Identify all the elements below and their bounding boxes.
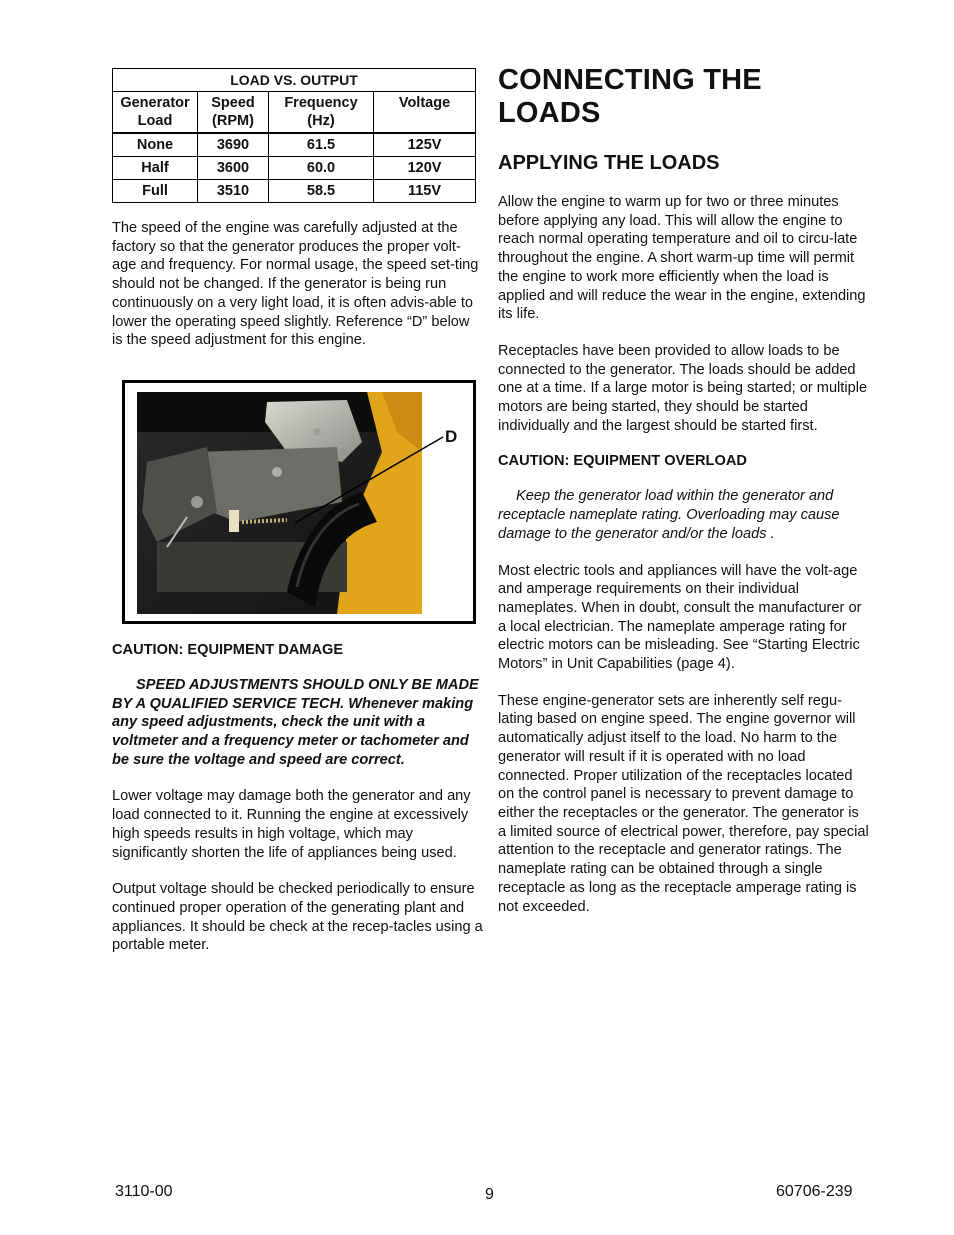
footer-part-number: 60706-239 bbox=[776, 1183, 853, 1200]
table-row bbox=[113, 157, 476, 180]
table-header-row bbox=[113, 92, 476, 134]
table-cell: 115V bbox=[374, 180, 476, 203]
table-cell: 3600 bbox=[198, 157, 269, 180]
page-title: CONNECTING THE LOADS bbox=[498, 64, 762, 129]
engine-photo-frame bbox=[122, 380, 476, 624]
speed-adjust-paragraph: The speed of the engine was carefully adjusted at the factory so that the generator produces the proper volt-age and frequency. For normal usage, the speed set-ting should not be changed. If the generator is being run continuously on a very light load, it is often advis-able to lower the operating speed slightly. Reference “D” below is the speed adjustment for this engine. bbox=[112, 220, 479, 349]
warm-up-paragraph: Allow the engine to warm up for two or three minutes before applying any load. This will allow the engine to reach normal operating temperature and oil to circu-late throughout the engine. A short warm-up time will permit the engine to work more efficiently when the load is applied and will reduce the wear in the engine, extending its life. bbox=[498, 194, 866, 323]
table-cell: 3690 bbox=[198, 133, 269, 157]
header-frequency: Frequency (Hz) bbox=[269, 92, 374, 134]
table-cell: 3510 bbox=[198, 180, 269, 203]
output-voltage-paragraph: Output voltage should be checked periodically to ensure continued proper operation of the generating plant and appliances. It should be check at the recep-tacles using a portable meter. bbox=[112, 881, 483, 954]
table-cell: 120V bbox=[374, 157, 476, 180]
low-voltage-paragraph: Lower voltage may damage both the generator and any load connected to it. Running the engine at excessively high speeds results in high voltage, which may significantly shorten the life of appliances being used. bbox=[112, 788, 471, 861]
nameplate-paragraph: Most electric tools and appliances will have the volt-age and amperage requirements on their individual nameplates. When in doubt, consult the manufacturer or a local electrician. The nameplate amperage rating for electric motors can be misleading. See “Starting Electric Motors” in Unit Capabilities (page 4). bbox=[498, 562, 862, 673]
table-cell: 58.5 bbox=[269, 180, 374, 203]
footer-page-number: 9 bbox=[485, 1186, 494, 1203]
table-title: LOAD VS. OUTPUT bbox=[113, 69, 476, 92]
receptacles-paragraph: Receptacles have been provided to allow loads to be connected to the generator. The loads should be added one at a time. If a large motor is being started; or multiple motors are being started, they should be started individually and the largest should be started first. bbox=[498, 342, 868, 434]
callout-leader-line bbox=[125, 383, 473, 621]
caution-equipment-damage-text: SPEED ADJUSTMENTS SHOULD ONLY BE MADE BY A QUALIFIED SERVICE TECH. Whenever making any speed adjustments, check the unit with a voltmeter and a frequency meter or tachometer and be sure the voltage and speed are correct. bbox=[112, 676, 479, 768]
table-cell: Full bbox=[113, 180, 198, 203]
table-cell: 60.0 bbox=[269, 157, 374, 180]
callout-label-d: D bbox=[445, 426, 458, 446]
table-row bbox=[113, 180, 476, 203]
table-cell: Half bbox=[113, 157, 198, 180]
caution-equipment-overload-text: Keep the generator load within the generator and receptacle nameplate rating. Overloading may cause damage to the generator and/or the loads . bbox=[498, 488, 840, 542]
right-column bbox=[498, 64, 870, 916]
header-voltage: Voltage bbox=[374, 92, 476, 134]
table-cell: None bbox=[113, 133, 198, 157]
header-generator-load: Generator Load bbox=[113, 92, 198, 134]
self-regulating-paragraph: These engine-generator sets are inherently self regu-lating based on engine speed. The engine governor will automatically adjust itself to the load. No harm to the generator will result if it is operated with no load connected. Proper utilization of the receptacles located on the control panel is necessary to prevent damage to either the receptacles or the generator. The generator is a limited source of electrical power, therefore, pay special attention to the receptacle and generator ratings. The nameplate rating can be obtained through a single receptacle as long as the receptacle amperage rating is not exceeded. bbox=[498, 692, 869, 915]
section-title: APPLYING THE LOADS bbox=[498, 152, 720, 174]
load-vs-output-table bbox=[112, 68, 476, 203]
caution-equipment-overload-title: CAUTION: EQUIPMENT OVERLOAD bbox=[498, 453, 747, 470]
table-row bbox=[113, 133, 476, 157]
caution-equipment-damage-title: CAUTION: EQUIPMENT DAMAGE bbox=[112, 641, 344, 658]
table-cell: 125V bbox=[374, 133, 476, 157]
table-cell: 61.5 bbox=[269, 133, 374, 157]
left-column bbox=[112, 68, 484, 955]
header-speed: Speed (RPM) bbox=[198, 92, 269, 134]
footer-doc-number: 3110-00 bbox=[115, 1183, 173, 1200]
